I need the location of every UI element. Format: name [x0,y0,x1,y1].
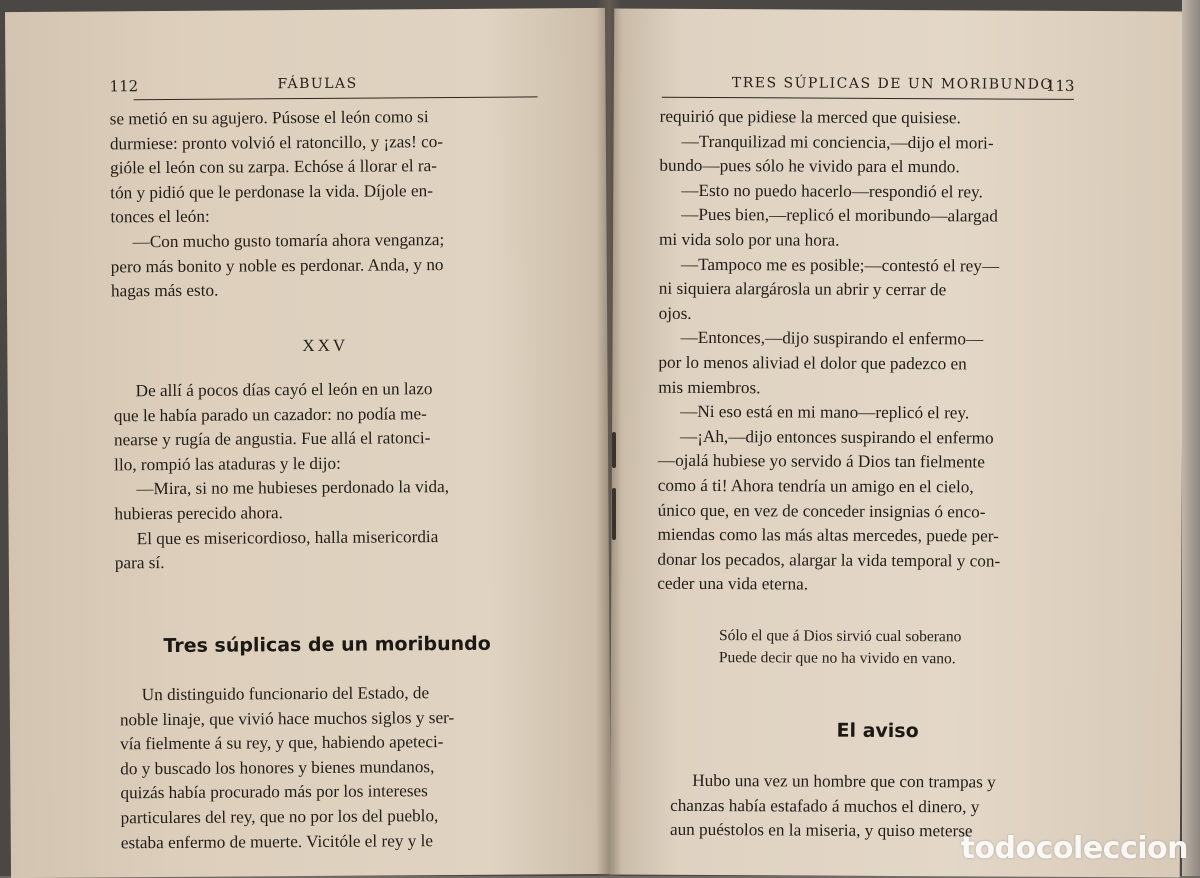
section-number: XXV [302,335,349,356]
page-edge [1182,0,1200,876]
right-text-bottom: Hubo una vez un hombre que con trampas y chanzas había estafado á muchos el dinero, y aun puéstolos en la miseria, y quiso meterse [669,770,996,841]
right-page [610,9,1185,878]
binding-thread-bottom [612,488,616,540]
left-section-heading: Tres súplicas de un moribundo [163,632,491,658]
right-running-head: TRES SÚPLICAS DE UN MORIBUNDO [731,75,1054,93]
left-page-number: 112 [109,77,139,96]
left-text-top: se metió en su agujero. Púsose el león como si durmiese: pronto volvió el ratoncillo, y ¡zas! co- gióle el león con su zarpa. Echóse á llorar el ra- tón y pidió que le perdonase la vida. Díjole en- tonces el león: —Con mucho gusto tomaría ahora venganza; pero más bonito y noble es perdonar. Anda, y no hagas más esto. [109,107,445,301]
verse-couplet: Sólo el que á Dios sirvió cual soberano Puede decir que no ha vivido en vano. [718,627,962,668]
left-text-bottom: Un distinguido funcionario del Estado, de noble linaje, que vivió hace muchos siglos y ser- vía fielmente á su rey, y que, habiendo apeteci- do y buscado los honores y bienes mundanos, quizás había procurado más por los intereses particulares del rey, que no por los del pueblo, estaba enfermo de muerte. Vicitóle el rey y le [119,683,455,852]
watermark-logo: todocoleccion [960,831,1188,866]
left-running-head: FÁBULAS [277,75,358,93]
left-text-mid: De allí á pocos días cayó el león en un lazo que le había parado un cazador: no podía me- nearse y rugía de angustia. Fue allá el ratonci- llo, rompió las ataduras y le dijo: —Mira, si no me hubieses perdonado la vida, hubieras perecido ahora. El que es misericordioso, halla misericordia para sí. [113,379,450,573]
book-gutter [596,0,622,876]
right-page-number: 113 [1045,76,1075,95]
left-header-rule [134,96,538,100]
left-page [5,8,611,878]
right-text-top: requirió que pidiese la merced que quisiese. —Tranquilizad mi conciencia,—dijo el mori- bundo—pues sólo he vivido para el mundo. —Esto no puedo hacerlo—respondió el rey. —Pues bien,—replicó el moribundo—alargad mi vida solo por una hora. —Tampoco me es posible;—contestó el rey— ni siquiera alargárosla un abrir y cerrar de ojos. —Entonces,—dijo suspirando el enfermo— por lo menos aliviad el dolor que padezco en mis miembros. —Ni eso está en mi mano—replicó el rey. —¡Ah,—dijo entonces suspirando el enfermo —ojalá hubiese yo servido á Dios tan fielmente como á ti! Ahora tendría un amigo en el cielo, único que, en vez de conceder insignias ó enco- miendas como las más altas mercedes, puede per- donar los pecados, alargar la vida temporal y con- ceder una vida eterna. [657,106,1001,594]
binding-thread-top [612,432,616,468]
right-section-heading: El aviso [836,719,919,743]
right-header-rule [662,97,1074,100]
